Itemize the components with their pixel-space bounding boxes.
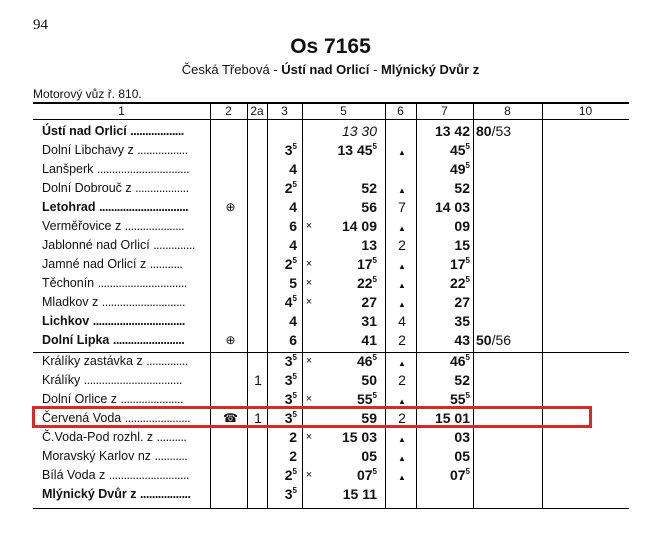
distance-cell: 5 [289,275,297,291]
superscript: 5 [372,142,377,151]
superscript: 5 [372,275,377,284]
col-2-cell [214,466,247,485]
crossing-icon: ⊕ [225,333,236,347]
connection-main: 80 [476,123,492,139]
station-label: Dolní Orlice z [42,392,121,406]
connection-cell [476,217,536,236]
header-col-2a: 2a [250,104,264,118]
arrival-time: $22^5$ [356,275,377,291]
dot-leader: .............. [153,238,195,252]
departure-time [418,485,470,504]
dot-leader: .................. [130,124,184,138]
dot-leader: ........... [149,257,183,271]
col-2-cell [214,274,247,293]
distance-cell: 4 [289,313,297,329]
header-col-7: 7 [441,104,448,118]
station-name [42,466,208,485]
crossing-mark: × [305,258,313,270]
dot-leader: .............. [146,354,188,368]
triangle-glyph: ▲ [398,359,406,368]
triangle-icon [389,255,415,274]
superscript: 5 [465,275,470,284]
crossing-mark [303,312,315,331]
col-2a-cell [249,217,267,236]
distance-cell: 4 [289,237,297,253]
departure-time: $49^5$ [449,161,470,177]
connection-cell [476,352,536,371]
triangle-glyph: ▲ [398,435,406,444]
superscript: 5 [292,486,297,495]
header-col-5: 5 [340,104,347,118]
superscript: 5 [465,467,470,476]
connection-cell [476,485,536,504]
table-row [0,331,661,350]
triangle-icon [389,428,415,447]
col-2a-cell [249,179,267,198]
dot-leader: .............................. [97,276,187,290]
connection-cell [476,466,536,485]
dot-leader: ...................... [124,411,191,425]
col-2a-cell [249,141,267,160]
station-name [42,312,208,331]
distance-cell: $4^5$ [284,294,297,310]
col-2-cell [214,352,247,371]
superscript: 5 [372,467,377,476]
station-name [42,352,208,371]
arrival-time: 13 [361,237,377,253]
col-2-cell [214,447,247,466]
triangle-icon [389,179,415,198]
station-name [42,236,208,255]
connection-cell [476,447,536,466]
station-name [42,160,208,179]
col-2a-cell [249,466,267,485]
distance-cell: $2^5$ [284,467,297,483]
superscript: 5 [372,353,377,362]
superscript: 5 [292,467,297,476]
table-row [0,141,661,160]
col-2-cell [214,312,247,331]
distance-cell: 2 [289,429,297,445]
highlight-box [32,406,592,428]
departure-time: $17^5$ [449,256,470,272]
superscript: 5 [465,391,470,400]
distance-cell: $2^5$ [284,180,297,196]
col-2a-cell [249,198,267,217]
distance-cell: 4 [289,199,297,215]
superscript: 5 [292,372,297,381]
col-2a-cell [249,331,267,350]
departure-time: 52 [454,180,470,196]
col-2-cell [214,217,247,236]
table-row [0,352,661,371]
station-name [42,141,208,160]
crossing-icon: ⊕ [225,200,236,214]
station-label: Mladkov z [42,295,102,309]
departure-time: 05 [454,448,470,464]
table-row [0,198,661,217]
crossing-mark [303,331,315,350]
col-2a-cell [249,428,267,447]
connection-cell [476,371,536,390]
station-name [42,371,208,390]
station-label: Lichkov [42,314,93,328]
station-label: Těchonín [42,276,98,290]
crossing-mark [303,141,315,160]
distance-cell: $2^5$ [284,256,297,272]
header-col-8: 8 [504,104,511,118]
triangle-glyph: ▲ [398,454,406,463]
table-row [0,255,661,274]
dot-leader: ............................... [92,314,185,328]
crossing-mark: × [305,355,313,367]
track-cell: 2 [398,410,406,426]
arrival-time: 41 [361,332,377,348]
triangle-icon [389,293,415,312]
connection-alt: /53 [491,123,512,139]
col-2-cell [214,371,247,390]
station-name [42,217,208,236]
departure-time: $22^5$ [449,275,470,291]
crossing-mark: × [305,220,313,232]
departure-time: 43 [454,332,470,348]
connection-cell [476,179,536,198]
crossing-mark: × [305,277,313,289]
station-label: Mlýnický Dvůr z [42,487,140,501]
departure-time: $07^5$ [449,467,470,483]
connection-cell [476,122,536,141]
station-name [42,428,208,447]
table-row [0,160,661,179]
superscript: 5 [292,410,297,419]
crossing-mark [303,179,315,198]
col-2-cell [214,160,247,179]
distance-cell [269,122,297,141]
crossing-mark [303,447,315,466]
departure-time: $45^5$ [449,142,470,158]
header-col-1: 1 [118,104,125,118]
col-2-cell [214,293,247,312]
col-2a-cell [249,352,267,371]
dot-leader: .................. [135,181,189,195]
connection-cell [476,160,536,179]
train-title: Os 7165 [290,35,371,58]
triangle-glyph: ▲ [398,186,406,195]
header-col-2: 2 [225,104,232,118]
table-row [0,293,661,312]
departure-time: $55^5$ [449,391,470,407]
arrival-time: 05 [361,448,377,464]
route-via: Ústí nad Orlicí [281,62,370,77]
station-name [42,122,208,141]
superscript: 5 [292,142,297,151]
triangle-icon [389,352,415,371]
table-row [0,371,661,390]
connection-cell [476,198,536,217]
superscript: 5 [292,256,297,265]
table-row [0,466,661,485]
station-name [42,485,208,504]
arrival-time: $55^5$ [356,391,377,407]
col-2-cell [214,255,247,274]
col-2a-cell [249,160,267,179]
superscript: 5 [465,142,470,151]
dot-leader: .............................. [98,200,189,214]
superscript: 5 [465,161,470,170]
dot-leader: ............................ [101,295,185,309]
phone-icon: ☎ [223,411,238,425]
distance-cell: 2 [289,448,297,464]
col-2a-cell [249,485,267,504]
arrival-time: $46^5$ [356,353,377,369]
superscript: 5 [292,353,297,362]
distance-cell: $3^5$ [284,410,297,426]
station-name [42,179,208,198]
departure-time: 13 42 [434,123,470,139]
arrival-time: 27 [361,294,377,310]
crossing-mark [303,160,315,179]
distance-cell: $3^5$ [284,142,297,158]
col-2a-cell [249,122,267,141]
superscript: 5 [372,256,377,265]
dot-leader: ................................. [83,373,182,387]
departure-time: $46^5$ [449,353,470,369]
crossing-mark: × [305,469,313,481]
distance-cell: 4 [289,161,297,177]
triangle-glyph: ▲ [398,300,406,309]
track-cell: 7 [398,199,406,215]
arrival-time: 59 [361,410,377,426]
dot-leader: ................. [137,143,188,157]
triangle-icon [389,274,415,293]
station-label: Letohrad [42,200,99,214]
superscript: 5 [292,180,297,189]
arrival-time: 13 30 [341,123,377,139]
superscript: 5 [465,353,470,362]
departure-time: 09 [454,218,470,234]
station-label: Lanšperk [42,162,97,176]
superscript: 5 [465,256,470,265]
station-label: Jablonné nad Orlicí [42,238,154,252]
triangle-icon [389,447,415,466]
station-label: Moravský Karlov nz [42,449,155,463]
station-label: Bílá Voda z [42,468,109,482]
station-label: Dolní Dobrouč z [42,181,136,195]
col-2a-cell [249,274,267,293]
table-row [0,122,661,141]
superscript: 5 [292,391,297,400]
track-cell [389,122,415,141]
triangle-glyph: ▲ [398,397,406,406]
table-row [0,236,661,255]
distance-cell: 6 [289,218,297,234]
station-label: Ústí nad Orlicí [42,124,131,138]
connection-cell [476,274,536,293]
crossing-mark [303,198,315,217]
table-bottom-border [33,508,629,509]
col-2-cell [214,236,247,255]
arrival-time: 56 [361,199,377,215]
header-col-3: 3 [281,104,288,118]
table-row [0,274,661,293]
station-name [42,274,208,293]
station-name [42,293,208,312]
departure-time: 15 [454,237,470,253]
table-row [0,217,661,236]
arrival-time: 13 $45^5$ [337,142,377,158]
col-2-cell [214,428,247,447]
dot-leader: ........... [154,449,188,463]
triangle-icon [389,217,415,236]
col-2-cell [214,122,247,141]
station-label: Dolní Libchavy z [42,143,138,157]
arrival-time: 14 09 [341,218,377,234]
connection-alt: /56 [491,332,512,348]
station-label: Dolní Lipka [42,333,113,347]
triangle-icon [389,466,415,485]
station-name [42,255,208,274]
dot-leader: ................. [139,487,191,501]
col-2a-cell: 1 [254,410,262,426]
connection-cell [476,293,536,312]
table-row [0,428,661,447]
dot-leader: ........................... [108,468,189,482]
connection-main: 50 [476,332,492,348]
track-cell: 4 [398,313,406,329]
triangle-icon [389,141,415,160]
arrival-time: 15 03 [341,429,377,445]
col-2-cell [214,141,247,160]
connection-cell [476,331,536,350]
station-name [42,447,208,466]
col-2a-cell [249,293,267,312]
vehicle-note: Motorový vůz ř. 810. [33,87,142,101]
distance-cell: $3^5$ [284,486,297,502]
crossing-mark [303,236,315,255]
connection-cell [476,141,536,160]
dot-leader: ............................... [96,162,190,176]
departure-time: 03 [454,429,470,445]
route-separator-2: - [369,62,381,77]
dot-leader: .................... [124,219,185,233]
superscript: 5 [292,294,297,303]
track-cell [389,160,415,179]
triangle-glyph: ▲ [398,224,406,233]
dot-leader: ..................... [120,392,183,406]
table-row [0,485,661,504]
triangle-glyph: ▲ [398,473,406,482]
col-2a-cell [249,255,267,274]
crossing-mark: × [305,393,313,405]
station-label: Červená Voda [42,411,125,425]
track-cell: 2 [398,237,406,253]
col-2a-cell [249,447,267,466]
page-number: 94 [33,17,48,33]
arrival-time: 50 [361,372,377,388]
station-label: Králíky zastávka z [42,354,147,368]
col-2-cell [214,485,247,504]
connection-cell [476,428,536,447]
header-divider [33,119,629,120]
col-2a-cell: 1 [254,372,262,388]
route-from: Česká Třebová [181,62,270,77]
table-row [0,312,661,331]
arrival-time: $07^5$ [356,467,377,483]
crossing-mark [303,122,315,141]
arrival-time: 15 11 [342,486,377,502]
header-col-6: 6 [397,104,404,118]
distance-cell: 6 [289,332,297,348]
departure-time: 52 [454,372,470,388]
arrival-time: 52 [361,180,377,196]
departure-time: 15 01 [434,410,470,426]
triangle-glyph: ▲ [398,262,406,271]
departure-time: 27 [454,294,470,310]
route-to: Mlýnický Dvůr z [380,62,480,77]
station-name [42,331,208,350]
triangle-glyph: ▲ [398,281,406,290]
track-cell [389,485,415,504]
distance-cell: $3^5$ [284,391,297,407]
col-2-cell [214,179,247,198]
track-cell: 2 [398,332,406,348]
triangle-glyph: ▲ [398,148,406,157]
station-label: Jamné nad Orlicí z [42,257,150,271]
arrival-time: $17^5$ [356,256,377,272]
crossing-mark [303,371,315,390]
distance-cell: $3^5$ [284,372,297,388]
departure-time: 14 03 [434,199,470,215]
header-col-10: 10 [578,104,593,118]
table-row [0,179,661,198]
connection-cell [476,236,536,255]
crossing-mark: × [305,296,313,308]
dot-leader: ........................ [112,333,185,347]
route-line [0,62,661,77]
connection-cell [476,312,536,331]
station-name [42,198,208,217]
col-2a-cell [249,236,267,255]
crossing-mark: × [305,431,313,443]
station-label: Č.Voda-Pod rozhl. z [42,430,157,444]
distance-cell: $3^5$ [284,353,297,369]
arrival-time [315,160,377,179]
table-row [0,447,661,466]
connection-cell [476,255,536,274]
crossing-mark [303,485,315,504]
track-cell: 2 [398,372,406,388]
col-2a-cell [249,312,267,331]
route-separator-1: - [269,62,282,77]
superscript: 5 [372,391,377,400]
departure-time: 35 [454,313,470,329]
station-label: Verměřovice z [42,219,125,233]
arrival-time: 31 [361,313,377,329]
station-label: Králíky [42,373,84,387]
dot-leader: .......... [156,430,187,444]
